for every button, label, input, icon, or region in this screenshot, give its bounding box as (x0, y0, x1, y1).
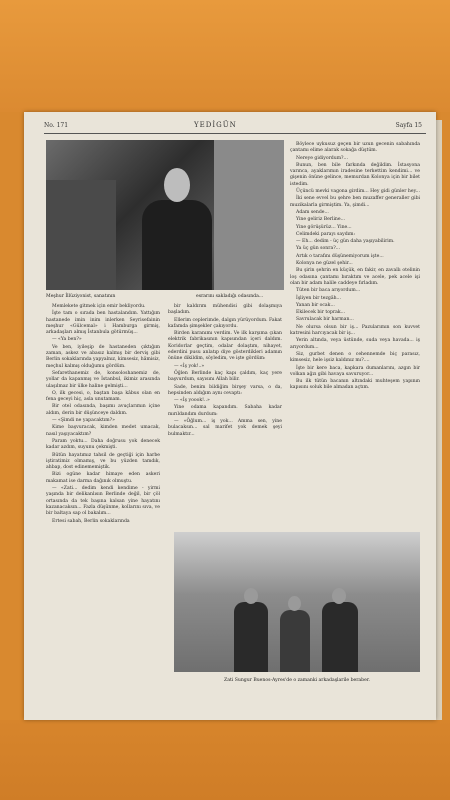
paragraph: Böylece uykusuz geçen bir uzun gecenin sabahında çantamı elime alarak sokağa düştüm. (290, 142, 420, 154)
group-photo (174, 532, 420, 672)
photo-man-body (142, 200, 212, 290)
paragraph: Ertesi sabah, Berlin sokaklarında (52, 518, 130, 524)
photo1-caption-left: Meşhur İllüziyonist, sanatının (46, 294, 116, 299)
paragraph: Adam sende... (296, 209, 329, 215)
photo2-person-2 (280, 610, 310, 672)
photo1-caption (46, 294, 264, 299)
desk-background-top (0, 0, 450, 112)
paragraph: — «Ya ben?» (52, 337, 82, 343)
issue-number: No. 171 (44, 122, 69, 129)
magazine-title: YEDİGÜN (194, 121, 237, 129)
paragraph: Ekilecek bir toprak... (296, 310, 346, 316)
paragraph: Bunun, ben bile farkında değildim. İstasyona varınca, ayaklarımın iradesine terkettim kendimi... ve gişenin önüne gelince, memurdan Kolonya için bir bilet istedim. (290, 162, 420, 187)
photo-shelf (46, 180, 116, 290)
photo-clothes-rack (214, 140, 284, 290)
paragraph: Öğlen Berlinde kaç kapı çaldım, kaç yere başvurdum, sayısını Allah bilir. (168, 370, 282, 383)
paragraph: Sade, benim bildiğim birşey varsa, o da, hepsinden aldığım aynı cevaptı: (168, 384, 282, 396)
paragraph: — «Zati... dedim kendi kendime - yirmi yaşında bir delikanlısın Berlinde değil, bir çöl ortasında da tek başına kalsan yine hayatını kazanacaksın... Fazla düşünme, kollarını sıva, ve bir baltaya sap ol bakalım... (46, 486, 160, 517)
paragraph: — «Şimdi ne yapacaktım?» (52, 418, 115, 424)
paragraph: Yine odama kapandım. Sabaha kadar mırıldandım durdum: (168, 405, 282, 417)
paragraph: Yine görüşürüz... Yine... (296, 224, 352, 230)
paragraph: Tüten bir baca arıyordum... (296, 288, 361, 294)
paragraph: İşte bir kere baca, kapkara dumanlarını, azgın bir volkan ağzı gibi havaya savuruyor... (290, 365, 420, 377)
paragraph: — «İş yok!..» (174, 363, 205, 369)
magazine-page (24, 112, 436, 720)
page-header (24, 120, 436, 134)
photo2-head-2 (288, 596, 301, 611)
paragraph: Nereye gidiyordum?... (296, 155, 348, 161)
paragraph: Celimdeki parayı saydım: (296, 231, 356, 237)
illusionist-photo (46, 140, 284, 290)
photo2-person-1 (234, 602, 268, 672)
page-number: Sayfa 15 (395, 122, 422, 129)
header-rule (44, 133, 426, 134)
paragraph: Ne olursa olsun bir iş... Pazularımın son kuvvet katresini harcıyacak bir iş... (290, 324, 420, 337)
paragraph: Bütün hayatımız tahsil de geçtiği için harbe iştiratimiz olmamış, ve bu yüzden tamdık, ahbap, dost edinememiştik. (46, 452, 160, 471)
paragraph: Memlekete gitmek için emir bekliyordu. (52, 304, 146, 309)
paragraph: Bizi ogüne kadar himaye eden askeri makamat ise darma dağınık olmuştu. (46, 472, 160, 484)
text-column-a (46, 304, 160, 526)
paragraph: Yanan bir ocak... (296, 302, 335, 308)
text-column-b (168, 304, 282, 439)
paragraph: bir kaldırım mühendisi gibi dolaşmıya başladım. (168, 304, 282, 316)
paragraph: Ya üç gün sonra?... (296, 246, 341, 252)
photo2-head-3 (332, 588, 346, 604)
paragraph: Param yoktu... Daha doğrusu yok denecek kadar azdım, suyunu çekmişti. (46, 438, 160, 451)
paragraph: İşte tam o sırada ben hastalandım. Yattığım hastanede imin inim inlerken Seyrisefainin meşhur «Gülcemal» i Hamburga girmiş, arkadaşları almış İstanbula götürmüş... (46, 311, 160, 336)
paragraph: Bu şirin şehrin en küçük, en fakir, en zavallı otelinin loş odasına çantamı bıraktım ve acele, pek acele işi olan bir adam halile caddeye fırladım. (290, 268, 420, 286)
paragraph: Siz, gurbet denen o cehennemde biç parasız, kimsesiz, hele işsiz kaldınız mı?.... (290, 351, 420, 364)
photo2-caption: Zati Sungur Buenos-Ayres'de o zamanki arkadaşlarile beraber. (224, 678, 370, 683)
paragraph: Bir otel odasında, başımı avuçlarımın içine aldım, derin bir düşünceye daldım. (46, 404, 160, 416)
desk-background-bottom (0, 720, 450, 800)
paragraph: Artık o tarafını düşünemiyorum işte... (296, 253, 384, 259)
paragraph: Kime başvuracak, kimden medet umacak, nasıl yaşıyacaktım? (46, 425, 160, 437)
paragraph: — «İş yoook!..» (174, 398, 210, 404)
paragraph: Sefarethanemiz de, konsoloshanemiz de, yollar da kapanmış ve İstanbul, ikimiz arasında ulaşılmaz bir ülke haline gelmişti... (46, 370, 160, 389)
page-edge (436, 120, 442, 720)
paragraph: Ve ben, iyileşip de hastaneden çıktığım zaman, askez ve abasız kalmış bir derviş gibi Berlin sokaklarında yapyalnız, kimsesiz, hâmisiz, meçhul kalmış olduğumu gördüm. (46, 344, 160, 369)
photo1-caption-right: esrarını sakladığı odasında... (196, 294, 264, 299)
text-column-c (290, 142, 420, 393)
paragraph: Birden karanımı verdim. Ve ilk karşıma çıkan elektrik fabrikasının kapısından içeri daldım. Koridorlar geçtim, odalar dolaştım, nihayet, ederdini pusu anlatıp diye gösterdikleri adamın önüne dikildim, söyledim, ve işte gördüm: (168, 331, 282, 362)
paragraph: İşliyen bir tezgâh... (296, 295, 341, 301)
photo2-head-1 (244, 588, 258, 604)
paragraph: Üçüncü mevki vagona girdim... Hey gidi günler hey... (296, 189, 420, 195)
paragraph: Bu ilk tütün bacanın altındaki muhteşem yapının kapısını soluk bile almadan açtım. (290, 379, 420, 391)
paragraph: Savrulacak bir harman... (296, 317, 354, 323)
paragraph: — Eh... dedim - üç gün daha yaşıyabilirim. (296, 239, 395, 245)
paragraph: O, ilk gecesi, o, baştan başa kâbus olan en fena geceyi hiç, asla unutamam. (46, 390, 160, 403)
photo-man-head (164, 168, 190, 202)
photo2-person-3 (322, 602, 358, 672)
paragraph: Yerin altında, veya üstünde, suda veya havada... iş arıyordum... (290, 338, 420, 350)
paragraph: — «Öğlum... iş yok... Amma sen, yine bulacaksın... sal marifet yok demek şeyi bulmaktır... (168, 419, 282, 437)
paragraph: İki sene evvel bu şehre ben muzaffer generaller gibi muzikalarla girmiştim. Ya, şimdi... (290, 196, 420, 208)
paragraph: Ellerim ceplerimde, dalgın yürüyordum. Fakat kafamda şimşekler çakıyordu. (168, 317, 282, 329)
paragraph: Kolonya ne güzel şehir... (296, 261, 353, 267)
paragraph: Yine geliriz Berline... (296, 217, 345, 223)
